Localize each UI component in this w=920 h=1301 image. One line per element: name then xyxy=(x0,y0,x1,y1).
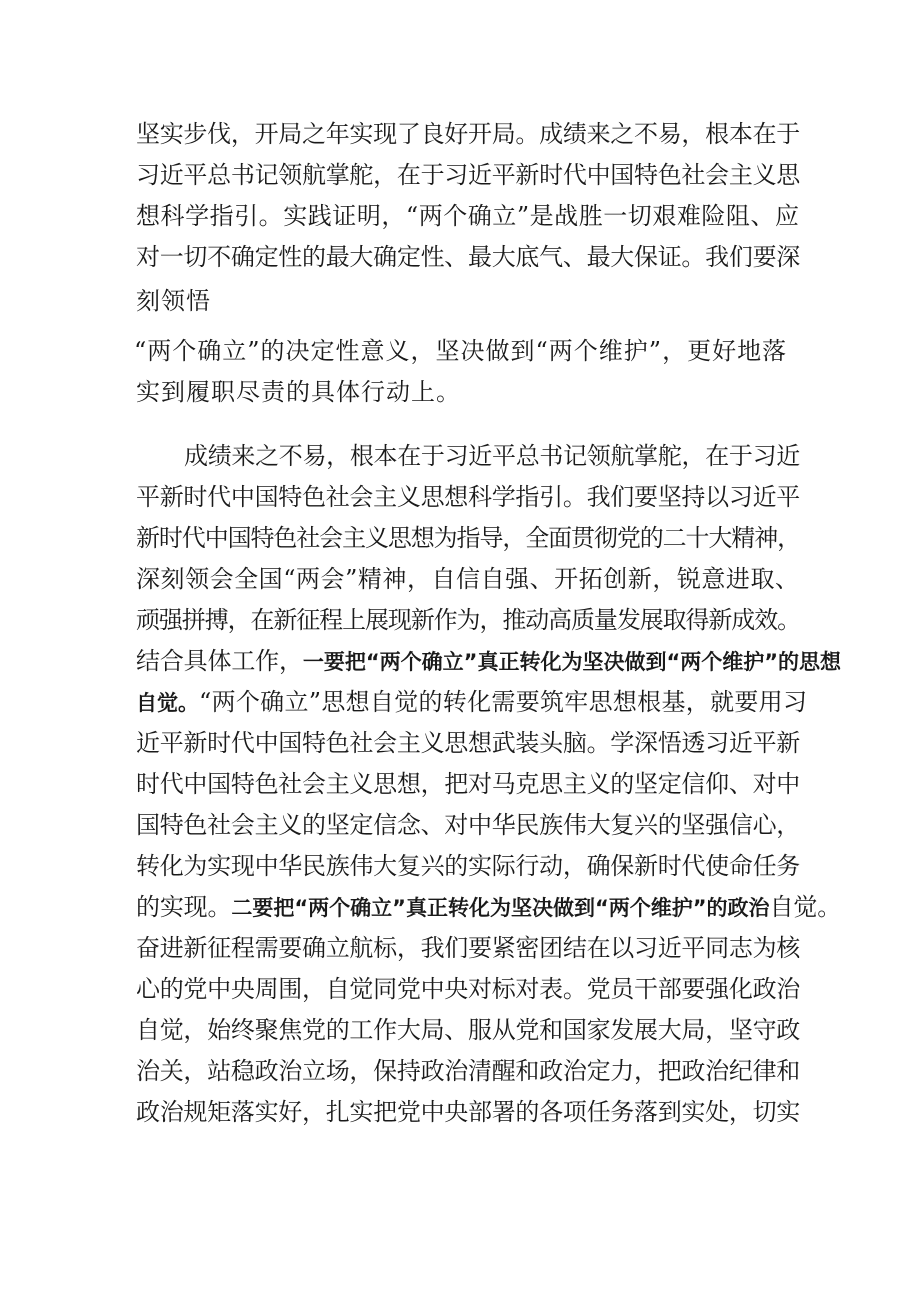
text-line: 新时代中国特色社会主义思想为指导，全面贯彻党的二十大精神， xyxy=(136,524,800,552)
bold-heading-run: 自觉。 xyxy=(136,691,199,715)
text-line: 平新时代中国特色社会主义思想科学指引。我们要坚持以习近平 xyxy=(136,483,800,511)
text-line xyxy=(136,645,841,678)
text-line: “两个确立”的决定性意义，坚决做到“两个维护”，更好地落 xyxy=(134,337,788,365)
text-line: 想科学指引。实践证明，“两个确立”是战胜一切艰难险阻、应 xyxy=(136,202,800,230)
text-line: 国特色社会主义的坚定信念、对中华民族伟大复兴的坚强信心， xyxy=(136,811,800,839)
text-line: 实到履职尽责的具体行动上。 xyxy=(136,378,461,406)
text-line: 转化为实现中华民族伟大复兴的实际行动，确保新时代使命任务 xyxy=(136,852,800,880)
text-run: 的实现。 xyxy=(136,893,232,921)
text-line xyxy=(136,891,841,924)
text-line: 时代中国特色社会主义思想，把对马克思主义的坚定信仰、对中 xyxy=(136,770,800,798)
text-line: 近平新时代中国特色社会主义思想武装头脑。学深悟透习近平新 xyxy=(136,729,800,757)
text-line: 刻领悟 xyxy=(136,287,211,315)
text-line: 深刻领会全国“两会”精神，自信自强、开拓创新，锐意进取、 xyxy=(136,565,800,593)
text-line: 政治规矩落实好，扎实把党中央部署的各项任务落到实处，切实 xyxy=(136,1098,800,1126)
text-line: 成绩来之不易，根本在于习近平总书记领航掌舵，在于习近 xyxy=(184,442,800,470)
bold-heading-run: 二要把“两个确立”真正转化为坚决做到“两个维护”的政治 xyxy=(231,896,770,920)
text-run: “两个确立”思想自觉的转化需要筑牢思想根基，就要用习 xyxy=(199,688,808,716)
text-line: 奋进新征程需要确立航标，我们要紧密团结在以习近平同志为核 xyxy=(136,934,800,962)
text-run: 结合具体工作， xyxy=(136,647,303,675)
text-line xyxy=(136,686,807,719)
text-line: 心的党中央周围，自觉同党中央对标对表。党员干部要强化政治 xyxy=(136,975,800,1003)
text-line: 习近平总书记领航掌舵，在于习近平新时代中国特色社会主义思 xyxy=(136,161,800,189)
text-line: 对一切不确定性的最大确定性、最大底气、最大保证。我们要深 xyxy=(136,243,800,271)
text-run: 自觉。 xyxy=(769,893,842,921)
text-line: 坚实步伐，开局之年实现了良好开局。成绩来之不易，根本在于 xyxy=(136,120,800,148)
bold-heading-run: 一要把“两个确立”真正转化为坚决做到“两个维护”的思想 xyxy=(302,650,842,674)
text-line: 自觉，始终聚焦党的工作大局、服从党和国家发展大局，坚守政 xyxy=(136,1016,800,1044)
text-line: 治关，站稳政治立场，保持政治清醒和政治定力，把政治纪律和 xyxy=(136,1057,800,1085)
text-line: 顽强拼搏，在新征程上展现新作为，推动高质量发展取得新成效。 xyxy=(136,606,800,634)
